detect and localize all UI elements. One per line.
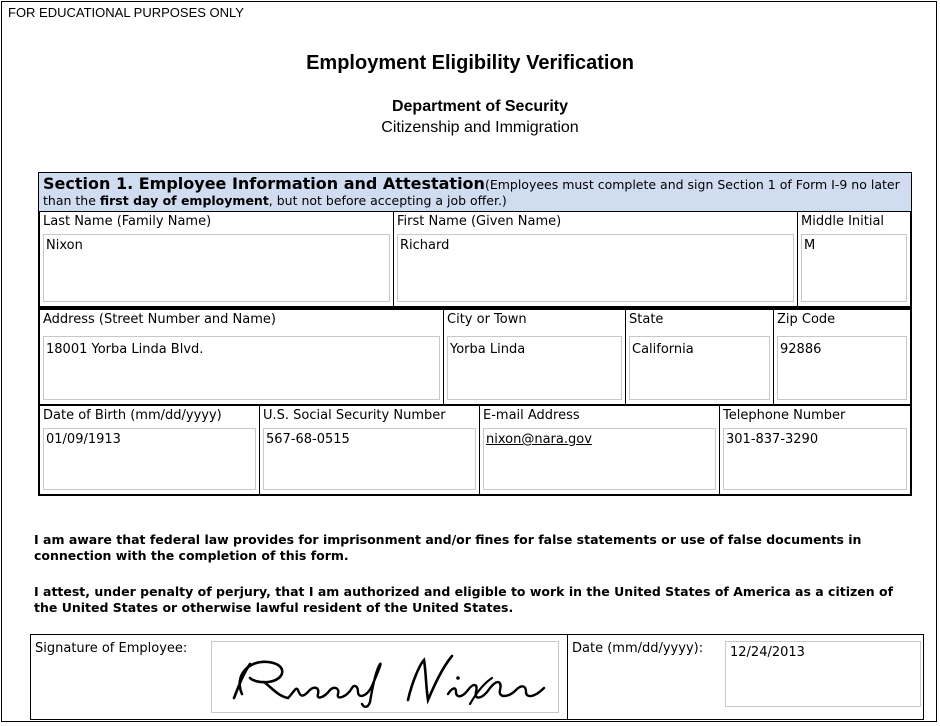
ssn-cell xyxy=(260,406,480,494)
middle-initial-cell xyxy=(798,212,910,306)
form-title: Employment Eligibility Verification xyxy=(306,52,634,74)
zip-label: Zip Code xyxy=(777,312,836,327)
section1-instruction-bold: first day of employment xyxy=(99,193,269,208)
city-value: Yorba Linda xyxy=(450,342,526,357)
signature-divider xyxy=(567,635,568,719)
address-cell xyxy=(40,310,444,404)
name-row xyxy=(38,212,912,308)
ssn-label: U.S. Social Security Number xyxy=(263,408,446,423)
middle-initial-label: Middle Initial xyxy=(801,214,885,229)
city-cell xyxy=(444,310,626,404)
zip-cell xyxy=(774,310,910,404)
section1-heading: Section 1. Employee Information and Attestation xyxy=(43,174,485,193)
last-name-label: Last Name (Family Name) xyxy=(43,214,212,229)
contact-row xyxy=(38,404,912,496)
signature-image xyxy=(212,642,558,712)
signature-date-label: Date (mm/dd/yyyy): xyxy=(572,641,704,656)
phone-label: Telephone Number xyxy=(723,408,846,423)
agency-name: Citizenship and Immigration xyxy=(381,119,579,136)
address-label: Address (Street Number and Name) xyxy=(43,312,276,327)
first-name-field[interactable] xyxy=(397,234,794,302)
dob-label: Date of Birth (mm/dd/yyyy) xyxy=(43,408,222,423)
legal-statement-fines: I am aware that federal law provides for imprisonment and/or fines for false statements or use of false documents in connection with the completion of this form. xyxy=(34,532,862,563)
signature-row xyxy=(30,634,924,720)
educational-notice: FOR EDUCATIONAL PURPOSES ONLY xyxy=(8,5,244,20)
first-name-value: Richard xyxy=(400,238,450,253)
address-value: 18001 Yorba Linda Blvd. xyxy=(46,342,204,357)
section1-header xyxy=(38,172,912,212)
legal-statement-attest: I attest, under penalty of perjury, that I am authorized and eligible to work in the United States of America as a citizen of the United States or otherwise lawful resident of the United States. xyxy=(34,584,894,615)
email-cell xyxy=(480,406,720,494)
last-name-cell xyxy=(40,212,394,306)
ssn-value: 567-68-0515 xyxy=(266,432,350,447)
address-row xyxy=(38,308,912,406)
last-name-value: Nixon xyxy=(46,238,83,253)
phone-value: 301-837-3290 xyxy=(726,432,819,447)
first-name-label: First Name (Given Name) xyxy=(397,214,562,229)
last-name-field[interactable] xyxy=(43,234,390,302)
form-page xyxy=(1,1,937,722)
signature-label: Signature of Employee: xyxy=(35,641,188,656)
signature-date-value: 12/24/2013 xyxy=(730,645,805,660)
email-label: E-mail Address xyxy=(483,408,580,423)
state-cell xyxy=(626,310,774,404)
first-name-cell xyxy=(394,212,798,306)
middle-initial-value: M xyxy=(804,238,816,253)
section1-instruction-pre: (Employees must complete and sign Section 1 of Form I-9 no later than the xyxy=(43,177,900,208)
dob-cell xyxy=(40,406,260,494)
zip-value: 92886 xyxy=(780,342,822,357)
city-label: City or Town xyxy=(447,312,527,327)
department-name: Department of Security xyxy=(391,98,569,115)
middle-initial-field[interactable] xyxy=(801,234,907,302)
phone-cell xyxy=(720,406,910,494)
section1-instruction-post: , but not before accepting a job offer.) xyxy=(268,193,507,208)
state-label: State xyxy=(629,312,664,327)
email-value[interactable]: nixon@nara.gov xyxy=(486,432,592,447)
signature-field[interactable] xyxy=(211,641,559,713)
state-value: California xyxy=(632,342,694,357)
dob-value: 01/09/1913 xyxy=(46,432,121,447)
